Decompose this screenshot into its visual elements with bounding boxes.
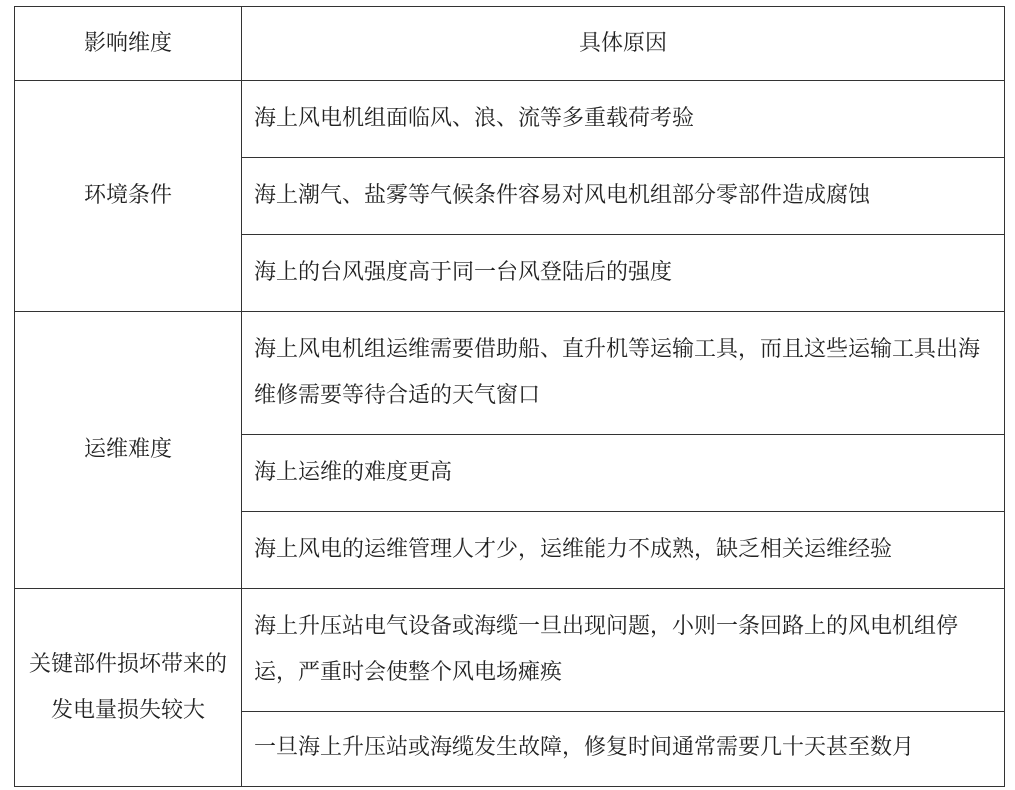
header-row	[15, 7, 1005, 81]
table-row	[15, 589, 1005, 712]
reason-cell: 海上潮气、盐雾等气候条件容易对风电机组部分零部件造成腐蚀	[242, 158, 1005, 235]
dimension-cell-environment: 环境条件	[15, 81, 242, 312]
reason-cell: 海上的台风强度高于同一台风登陆后的强度	[242, 235, 1005, 312]
header-reason: 具体原因	[242, 7, 1005, 81]
table-row	[15, 81, 1005, 158]
reason-cell: 海上风电机组运维需要借助船、直升机等运输工具，而且这些运输工具出海维修需要等待合适的天气窗口	[242, 312, 1005, 435]
dimension-cell-maintenance: 运维难度	[15, 312, 242, 589]
impact-table	[14, 6, 1005, 787]
reason-cell: 海上运维的难度更高	[242, 435, 1005, 512]
reason-cell: 一旦海上升压站或海缆发生故障，修复时间通常需要几十天甚至数月	[242, 712, 1005, 787]
document-page	[14, 6, 1005, 787]
reason-cell: 海上风电机组面临风、浪、流等多重载荷考验	[242, 81, 1005, 158]
reason-cell: 海上升压站电气设备或海缆一旦出现问题，小则一条回路上的风电机组停运，严重时会使整个风电场瘫痪	[242, 589, 1005, 712]
reason-cell: 海上风电的运维管理人才少，运维能力不成熟，缺乏相关运维经验	[242, 512, 1005, 589]
dimension-cell-key-components: 关键部件损坏带来的发电量损失较大	[15, 589, 242, 787]
table-row	[15, 312, 1005, 435]
header-dimension: 影响维度	[15, 7, 242, 81]
